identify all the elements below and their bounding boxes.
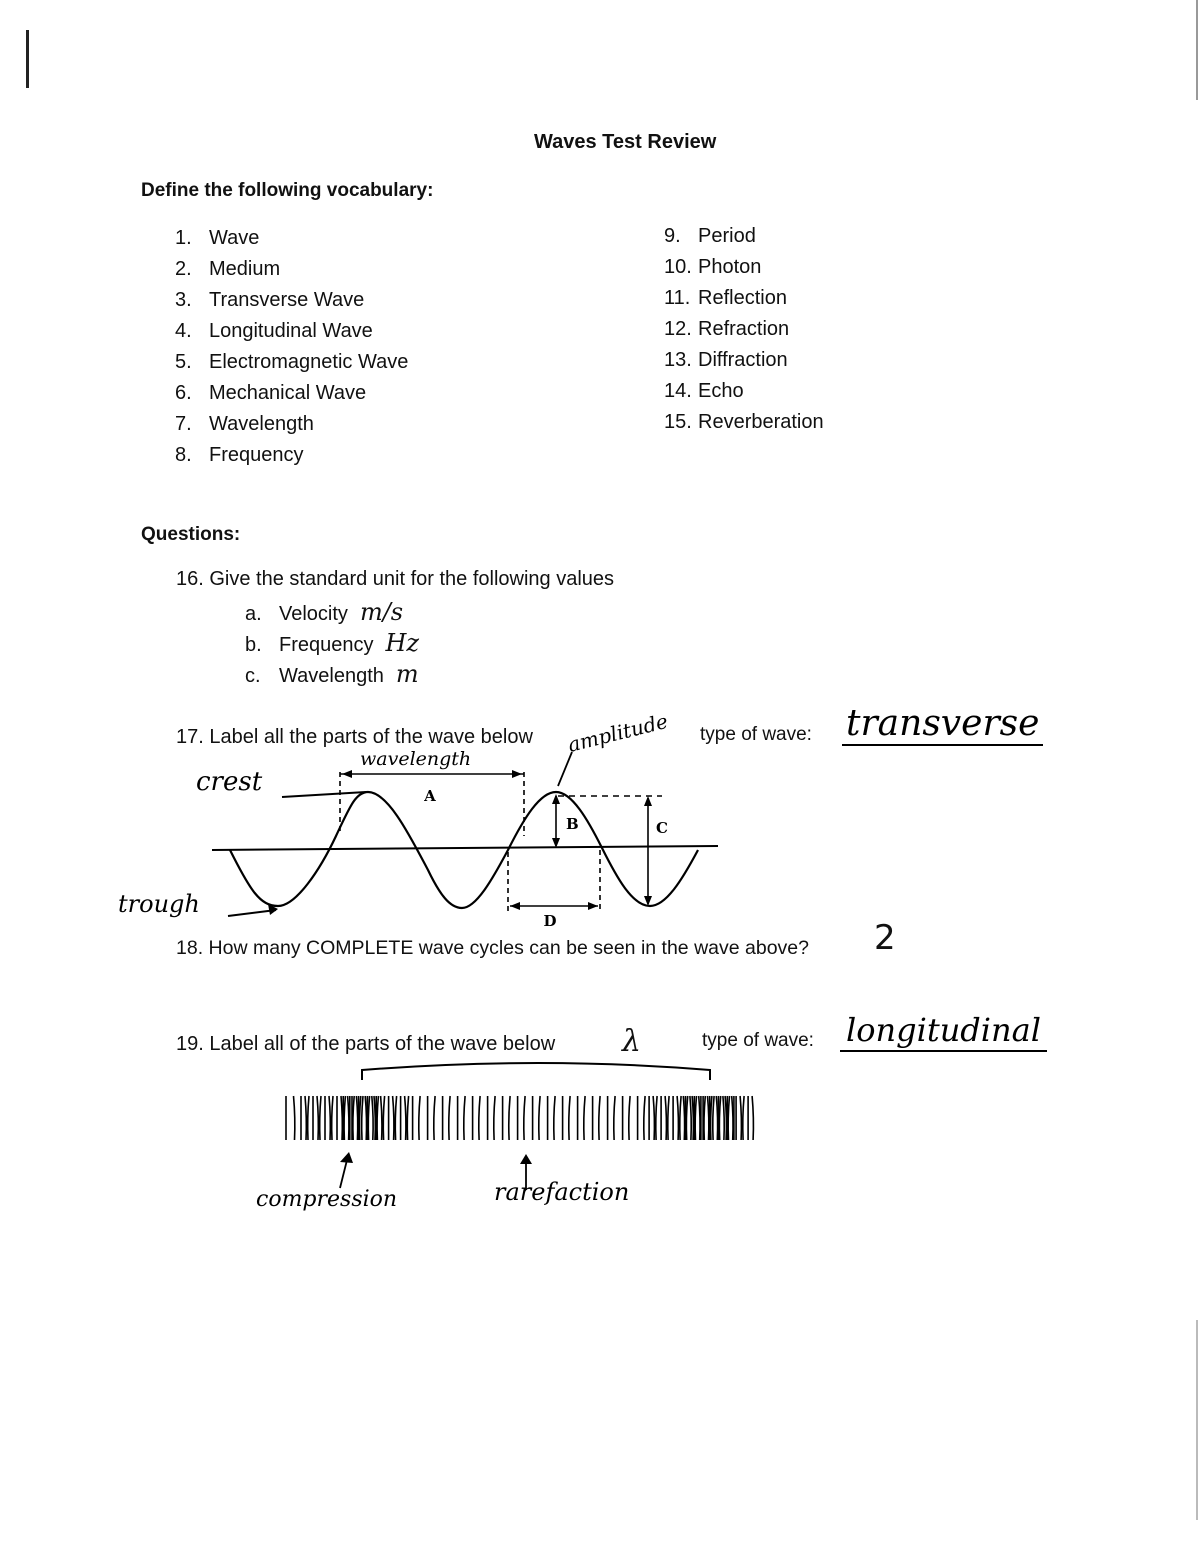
- label-a: A: [424, 787, 436, 805]
- scan-margin-mark: [26, 30, 29, 88]
- scan-edge-line-lower: [1196, 1320, 1198, 1520]
- coil-line: [308, 1096, 309, 1140]
- vocab-item: 9. Period: [664, 225, 756, 247]
- q16-answer-wavelength: m: [395, 660, 419, 688]
- coil-line: [665, 1096, 666, 1140]
- amplitude-pointer: [558, 752, 572, 786]
- q16-items: [245, 597, 419, 690]
- coil-line: [677, 1096, 678, 1140]
- vocab-item: 6. Mechanical Wave: [175, 382, 367, 404]
- coil-line: [405, 1096, 406, 1140]
- coil-line: [668, 1096, 669, 1140]
- coil-line: [305, 1096, 306, 1140]
- crest-pointer-line: [282, 792, 366, 797]
- vocab-item: 8. Frequency: [175, 444, 304, 466]
- coil-line: [614, 1096, 615, 1140]
- coil-line: [699, 1096, 700, 1140]
- vocab-heading: Define the following vocabulary:: [141, 180, 434, 201]
- q16-item-frequency: b. Frequency Hz: [245, 629, 420, 657]
- coil-line: [740, 1096, 741, 1140]
- coil-line: [344, 1096, 345, 1140]
- page-title: Waves Test Review: [534, 131, 717, 153]
- vocab-item: 14. Echo: [664, 380, 744, 402]
- label-b: B: [566, 815, 579, 833]
- coil-line: [372, 1096, 373, 1140]
- vocab-item: 15. Reverberation: [664, 411, 824, 433]
- q16-answer-velocity: m/s: [359, 598, 404, 626]
- hw-trough: trough: [118, 890, 200, 918]
- coil-line: [317, 1096, 318, 1140]
- coil-line: [692, 1096, 693, 1140]
- coil-line: [680, 1096, 681, 1140]
- coil-line: [356, 1096, 357, 1140]
- hw-rarefaction: rarefaction: [494, 1178, 630, 1206]
- coil-line: [383, 1096, 384, 1140]
- coil-line: [524, 1096, 525, 1140]
- hw-wavelength: wavelength: [360, 748, 472, 770]
- coil-line: [329, 1096, 330, 1140]
- coil-line: [294, 1096, 295, 1140]
- q18-answer: 2: [874, 918, 896, 958]
- trough-pointer-line: [228, 910, 276, 916]
- coil-line: [599, 1096, 600, 1140]
- q18-prompt: 18. How many COMPLETE wave cycles can be seen in the wave above?: [176, 937, 809, 959]
- coil-line: [686, 1096, 687, 1140]
- q19-prompt: 19. Label all of the parts of the wave below: [176, 1033, 556, 1055]
- coil-line: [716, 1096, 717, 1140]
- coil-line: [732, 1096, 733, 1140]
- vocab-item: 5. Electromagnetic Wave: [175, 351, 409, 373]
- equilibrium-line: [212, 846, 718, 850]
- coil-line: [644, 1096, 645, 1140]
- hw-crest: crest: [196, 767, 263, 797]
- arrow-d-head-left: [510, 902, 520, 910]
- compression-arrowhead: [340, 1152, 353, 1163]
- coil-lines: [286, 1096, 753, 1140]
- coil-line: [695, 1096, 696, 1140]
- coil-line: [690, 1096, 691, 1140]
- wavelength-arrow-left: [342, 770, 352, 778]
- vocab-item: 1. Wave: [175, 227, 260, 249]
- coil-line: [341, 1096, 342, 1140]
- wavelength-arrow-right: [512, 770, 522, 778]
- q16-prompt: 16. Give the standard unit for the following values: [176, 568, 615, 590]
- q16-item-wavelength: c. Wavelength m: [245, 660, 419, 688]
- coil-line: [683, 1096, 684, 1140]
- coil-line: [348, 1096, 349, 1140]
- coil-line: [711, 1096, 712, 1140]
- label-c: C: [656, 819, 668, 837]
- coil-line: [743, 1096, 744, 1140]
- coil-line: [320, 1096, 321, 1140]
- vocab-item: 13. Diffraction: [664, 349, 788, 371]
- coil-line: [407, 1096, 408, 1140]
- coil-line: [723, 1096, 724, 1140]
- coil-line: [419, 1096, 420, 1140]
- vocab-list-right: [664, 221, 824, 438]
- vocab-item: 2. Medium: [175, 258, 281, 280]
- coil-line: [708, 1096, 709, 1140]
- vocab-item: 3. Transverse Wave: [175, 289, 365, 311]
- q17-type-answer: transverse: [842, 704, 1043, 746]
- coil-line: [353, 1096, 354, 1140]
- coil-line: [569, 1096, 570, 1140]
- arrow-c-head-top: [644, 796, 652, 806]
- coil-line: [365, 1096, 366, 1140]
- vocab-list-left: [175, 223, 408, 471]
- coil-line: [395, 1096, 396, 1140]
- coil-line: [539, 1096, 540, 1140]
- q19-type-answer: longitudinal: [840, 1010, 1047, 1052]
- coil-line: [509, 1096, 510, 1140]
- coil-line: [374, 1096, 375, 1140]
- coil-line: [704, 1096, 705, 1140]
- scan-edge-line: [1196, 0, 1198, 100]
- q17-prompt: 17. Label all the parts of the wave below: [176, 726, 533, 748]
- coil-line: [362, 1096, 363, 1140]
- coil-line: [752, 1096, 753, 1140]
- coil-line: [713, 1096, 714, 1140]
- coil-line: [381, 1096, 382, 1140]
- coil-line: [494, 1096, 495, 1140]
- arrow-d-head-right: [588, 902, 598, 910]
- coil-line: [719, 1096, 720, 1140]
- vocab-item: 12. Refraction: [664, 318, 790, 340]
- coil-line: [479, 1096, 480, 1140]
- vocab-item: 7. Wavelength: [175, 413, 314, 435]
- coil-line: [359, 1096, 360, 1140]
- coil-line: [584, 1096, 585, 1140]
- coil-line: [653, 1096, 654, 1140]
- coil-line: [368, 1096, 369, 1140]
- coil-line: [464, 1096, 465, 1140]
- q19-lambda: λ: [622, 1024, 642, 1059]
- hw-amplitude: amplitude: [565, 708, 671, 757]
- label-d: D: [543, 912, 557, 930]
- coil-line: [725, 1096, 726, 1140]
- vocab-item: 4. Longitudinal Wave: [175, 320, 373, 342]
- vocab-item: 11. Reflection: [664, 287, 787, 309]
- coil-line: [393, 1096, 394, 1140]
- coil-line: [434, 1096, 435, 1140]
- coil-line: [554, 1096, 555, 1140]
- rarefaction-arrowhead: [520, 1154, 532, 1164]
- q17-type-label: type of wave:: [700, 724, 812, 745]
- longitudinal-wave-diagram: [240, 1060, 780, 1220]
- q19-type-label: type of wave:: [702, 1030, 814, 1051]
- coil-line: [629, 1096, 630, 1140]
- coil-line: [377, 1096, 378, 1140]
- vocab-item: 10. Photon: [664, 256, 762, 278]
- q16-item-velocity: a. Velocity m/s: [245, 598, 404, 626]
- q16-answer-frequency: Hz: [385, 629, 420, 657]
- questions-heading: Questions:: [141, 524, 241, 545]
- coil-line: [728, 1096, 729, 1140]
- hw-compression: compression: [256, 1187, 398, 1212]
- coil-line: [656, 1096, 657, 1140]
- coil-line: [449, 1096, 450, 1140]
- coil-line: [332, 1096, 333, 1140]
- lambda-bracket: [362, 1063, 710, 1080]
